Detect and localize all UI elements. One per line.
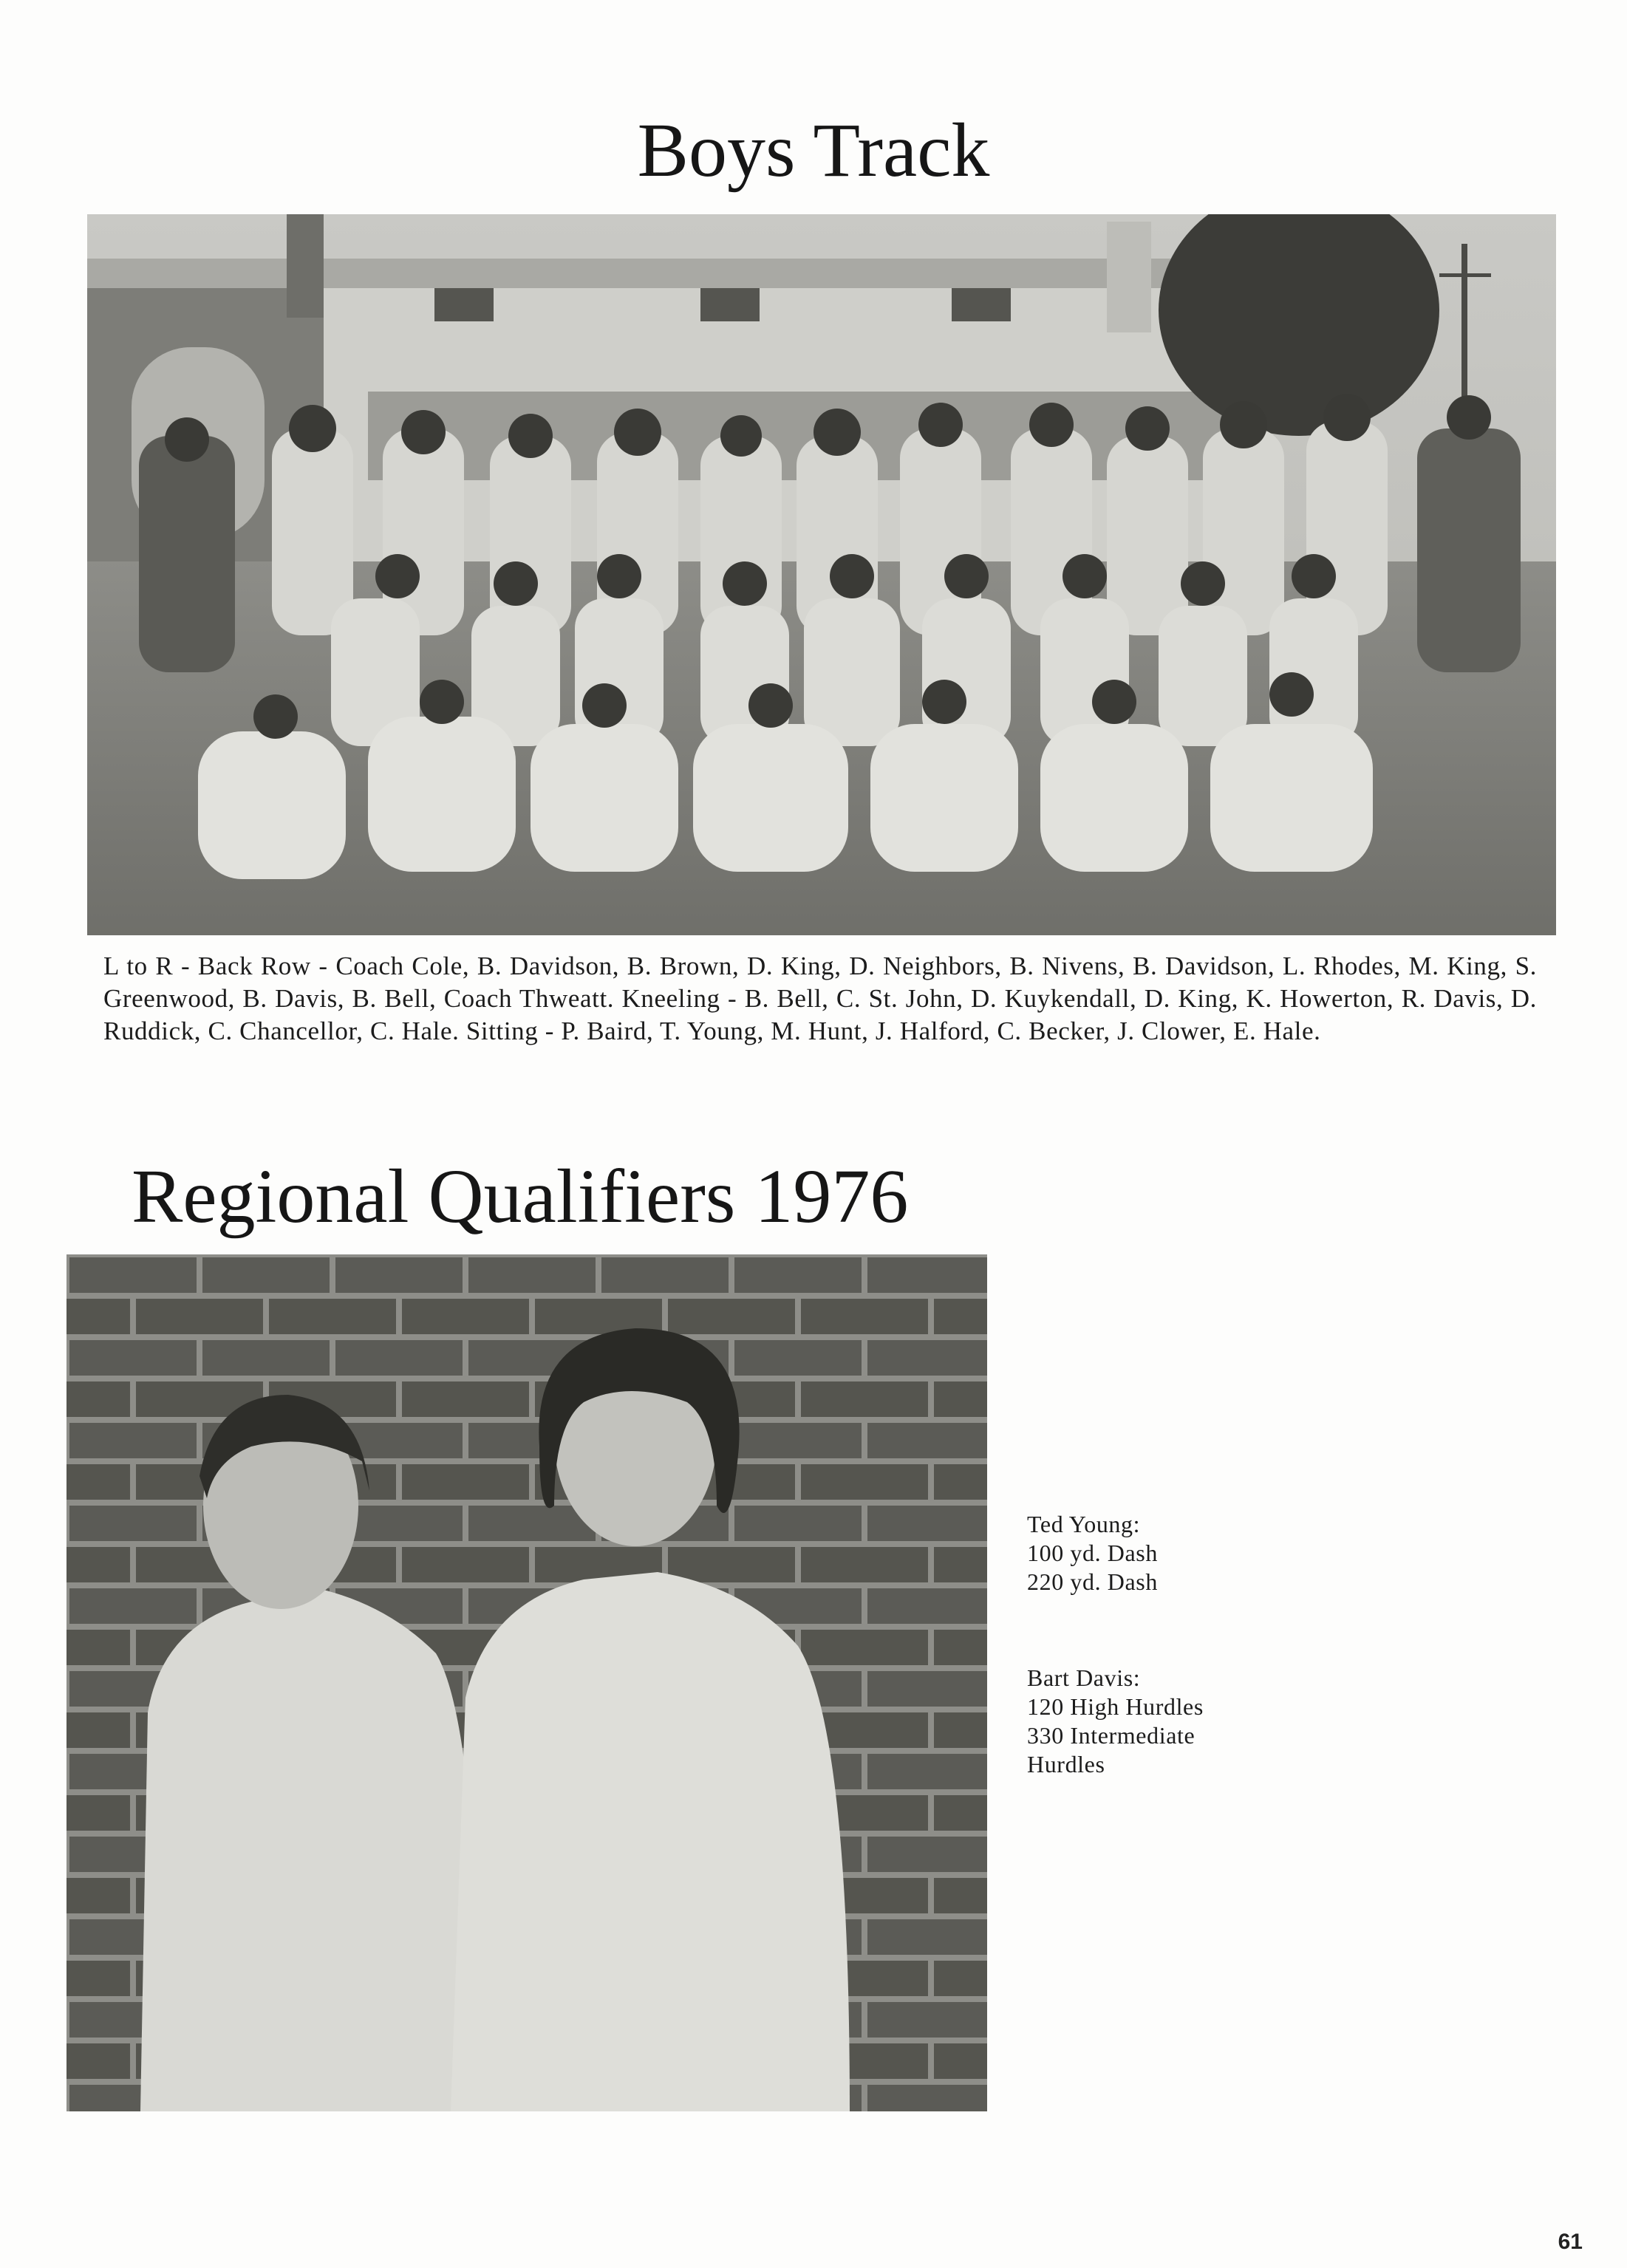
qualifier-event: 220 yd. Dash: [1027, 1568, 1158, 1595]
qualifier-event: 120 High Hurdles: [1027, 1693, 1204, 1720]
team-photo-caption: L to R - Back Row - Coach Cole, B. Davidson, B. Brown, D. King, D. Neighbors, B. Nivens, B. Davidson, L. Rhodes, M. King, S. Greenwood, B. Davis, B. Bell, Coach Thweatt. Kneeling - B. Bell, C. St. John, D. Kuykendall, D. King, K. Howerton, R. Davis, D. Ruddick, C. Chancellor, C. Hale. Sitting - P. Baird, T. Young, M. Hunt, J. Halford, C. Becker, J. Clower, E. Hale.: [103, 952, 1537, 1045]
qualifiers-photo: [66, 1254, 987, 2111]
page-title: Boys Track: [637, 108, 990, 193]
qualifier-name: Bart Davis:: [1027, 1664, 1141, 1691]
qualifier-event: 330 Intermediate: [1027, 1722, 1195, 1749]
qualifier-name: Ted Young:: [1027, 1511, 1141, 1537]
page-number: 61: [1558, 2230, 1583, 2254]
qualifier-bart-davis: [1027, 1664, 1204, 1779]
qualifier-event: 100 yd. Dash: [1027, 1540, 1158, 1566]
team-photo: [87, 214, 1556, 935]
qualifier-ted-young: [1027, 1510, 1158, 1596]
section-title: Regional Qualifiers 1976: [132, 1154, 909, 1239]
qualifier-event: Hurdles: [1027, 1751, 1105, 1777]
